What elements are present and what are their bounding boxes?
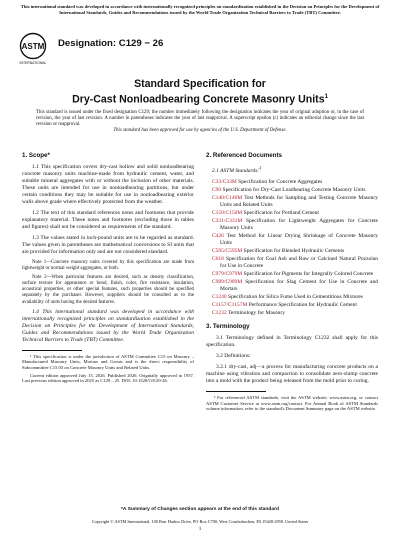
reference-item bbox=[206, 302, 378, 309]
scope-1-1: 1.1 This specification covers dry-cast hollow and solid nonloadbearing concrete masonry units machine-made from hydraulic cement, water, and suitable mineral aggregates with or without the inclusion of other materials. These units are intended for use in nonloadbearing partitions, but under certain conditions they may be suitable for use in nonloadbearing exterior walls above grade where effectively protected from the weather. bbox=[22, 164, 194, 205]
note-1: Note 1—Concrete masonry units covered by this specification are made from lightweight or normal weight aggregates, or both. bbox=[22, 260, 194, 272]
reference-title: Specification for Pigments for Integrally Colored Concrete bbox=[243, 270, 374, 277]
document-title bbox=[40, 78, 360, 106]
reference-item bbox=[206, 256, 378, 270]
tbt-banner: This international standard was developed in accordance with internationally recognized principles on standardization established in the Decision on Principles for the Development of International Standards, Guides and Recommendations issued by the World Trade Organization Technical Barriers to Trade (TBT) Committee. bbox=[20, 4, 380, 15]
reference-title: Specification for Coal Ash and Raw or Calcined Natural Pozzolan for Use in Concrete bbox=[220, 255, 378, 269]
reference-code-link[interactable]: C1232 bbox=[212, 309, 227, 316]
terminology-3-1: 3.1 Terminology defined in Terminology C1232 shall apply for this specification. bbox=[206, 334, 378, 348]
reference-title: Test Method for Linear Drying Shrinkage of Concrete Masonry Units bbox=[220, 232, 378, 246]
terminology-3-2: 3.2 Definitions: bbox=[216, 352, 251, 359]
reference-title: Specification for Slag Cement for Use in Concrete and Mortars bbox=[220, 278, 379, 292]
right-column bbox=[206, 148, 378, 414]
reference-item bbox=[206, 310, 378, 317]
reference-list bbox=[206, 179, 378, 317]
referenced-documents-heading: 2. Referenced Documents bbox=[206, 152, 282, 159]
reference-code-link[interactable]: C33/C33M bbox=[212, 178, 237, 185]
scope-heading: 1. Scope* bbox=[22, 152, 50, 159]
footnote-1-edition: Current edition approved July 15, 2026. Published 2026. Originally approved in 1937. Last previous edition approved in 2025 as C129 – 25. DOI: 10.1520/C0129-26. bbox=[22, 372, 194, 384]
astm-standards-label: 2.1 ASTM Standards: bbox=[212, 167, 260, 174]
footnote-2-marker[interactable]: 2 bbox=[259, 165, 262, 170]
reference-code-link[interactable]: C90 bbox=[212, 186, 222, 193]
reference-title: Specification for Blended Hydraulic Cements bbox=[243, 247, 345, 254]
reference-code-link[interactable]: C1157/C1157M bbox=[212, 301, 248, 308]
reference-item bbox=[206, 195, 378, 209]
scope-1-4: 1.4 This international standard was developed in accordance with internationally recognized principles on standardization established in the Decision on Principles for the Development of International Standards, Guides and Recommendations issued by the World Trade Organization Technical Barriers to Trade (TBT) Committee. bbox=[22, 308, 194, 343]
reference-title: Specification for Dry-Cast Loadbearing Concrete Masonry Units bbox=[222, 186, 366, 193]
reference-title: Specification for Lightweight Aggregates for Concrete Masonry Units bbox=[220, 217, 378, 231]
reference-item bbox=[206, 294, 378, 301]
reference-code-link[interactable]: C989/C989M bbox=[212, 278, 243, 285]
standard-issue-note: This standard is issued under the fixed designation C129; the number immediately following the designation indicates the year of original adoption or, in the case of revision, the year of last revision. A number in parentheses indicates the year of last reapproval. A superscript epsilon (ε) indicates an editorial change since the last revision or reapproval. bbox=[36, 110, 364, 128]
reference-title: Terminology for Masonry bbox=[227, 309, 286, 316]
reference-item bbox=[206, 233, 378, 247]
reference-title: Test Methods for Sampling and Testing Concrete Masonry Units and Related Units bbox=[220, 194, 378, 208]
footnote-2: ² For referenced ASTM standards, visit the ASTM website, www.astm.org, or contact ASTM Customer Service at www.astm.org/contact. For Annual Book of ASTM Standards volume information, refer to the standard's Document Summary page on the ASTM website. bbox=[206, 394, 378, 412]
reference-title: Performance Specification for Hydraulic Cement bbox=[248, 301, 357, 308]
title-line-2 bbox=[40, 91, 360, 106]
designation: Designation: C129 − 26 bbox=[58, 38, 164, 49]
reference-code-link[interactable]: C426 bbox=[212, 232, 224, 239]
reference-item bbox=[206, 271, 378, 278]
reference-code-link[interactable]: C140/C140M bbox=[212, 194, 243, 201]
reference-title: Specification for Portland Cement bbox=[243, 209, 319, 216]
title-text: Dry-Cast Nonloadbearing Concrete Masonry Units bbox=[72, 93, 325, 106]
reference-item bbox=[206, 179, 378, 186]
reference-item bbox=[206, 218, 378, 232]
reference-code-link[interactable]: C1240 bbox=[212, 293, 227, 300]
copyright-line: Copyright © ASTM International, 100 Barr Harbor Drive, PO Box C700, West Conshohocken, PA 19428-2959. United States bbox=[91, 519, 309, 524]
summary-of-changes-note: *A Summary of Changes section appears at the end of this standard bbox=[121, 507, 279, 512]
reference-title: Specification for Silica Fume Used in Cementitious Mixtures bbox=[228, 293, 363, 300]
reference-code-link[interactable]: C331/C331M bbox=[212, 217, 243, 224]
svg-text:INTERNATIONAL: INTERNATIONAL bbox=[19, 61, 47, 65]
reference-item bbox=[206, 279, 378, 293]
scope-1-3: 1.3 The values stated in inch-pound units are to be regarded as standard. The values given in parentheses are mathematical conversions to SI units that are provided for information only and are not considered standard. bbox=[22, 235, 194, 255]
footnote-divider-right bbox=[206, 391, 266, 392]
terminology-heading: 3. Terminology bbox=[206, 322, 250, 330]
astm-logo bbox=[18, 32, 48, 66]
svg-text:ASTM: ASTM bbox=[21, 42, 45, 51]
astm-standards-subheading bbox=[212, 164, 378, 175]
dod-approval-note: This standard has been approved for use by agencies of the U.S. Department of Defense. bbox=[113, 128, 287, 133]
page-number: 1 bbox=[198, 526, 202, 532]
reference-code-link[interactable]: C595/C595M bbox=[212, 247, 243, 254]
reference-item bbox=[206, 248, 378, 255]
note-2: Note 2—When particular features are desired, such as density classification, surface texture for appearance or bond, finish, color, fire resistance, insulation, acoustical properties, or other special features, such properties should be specified separately by the purchaser. However, suppliers should be consulted as to the availability of units having the desired features. bbox=[22, 275, 194, 305]
footnote-1: ¹ This specification is under the jurisdiction of ASTM Committee C15 on Masonry – Manufactured Masonry Units, Mortars and Grouts and is the direct responsibility of Subcommittee C15.03 on Concrete Masonry Units and Related Units. bbox=[22, 353, 194, 371]
terminology-3-2-1: 3.2.1 dry-cast, adj—a process for manufacturing concrete products on a machine using vibration and compaction to consolidate zero-slump concrete into a mold with the product being released from the mold prior to curing. bbox=[206, 363, 378, 384]
reference-code-link[interactable]: C979/C979M bbox=[212, 270, 243, 277]
reference-item bbox=[206, 187, 378, 194]
title-line-1: Standard Specification for bbox=[134, 78, 266, 90]
reference-item bbox=[206, 210, 378, 217]
title-footnote-marker[interactable]: 1 bbox=[324, 93, 328, 100]
reference-title: Specification for Concrete Aggregates bbox=[238, 178, 323, 185]
scope-1-2: 1.2 The text of this standard references notes and footnotes that provide explanatory material. These notes and footnotes (excluding those in tables and figures) shall not be considered as requirements of the standard. bbox=[22, 210, 194, 230]
footnote-divider bbox=[22, 350, 82, 351]
reference-code-link[interactable]: C618 bbox=[212, 255, 224, 262]
left-column bbox=[22, 148, 194, 386]
reference-code-link[interactable]: C150/C150M bbox=[212, 209, 243, 216]
